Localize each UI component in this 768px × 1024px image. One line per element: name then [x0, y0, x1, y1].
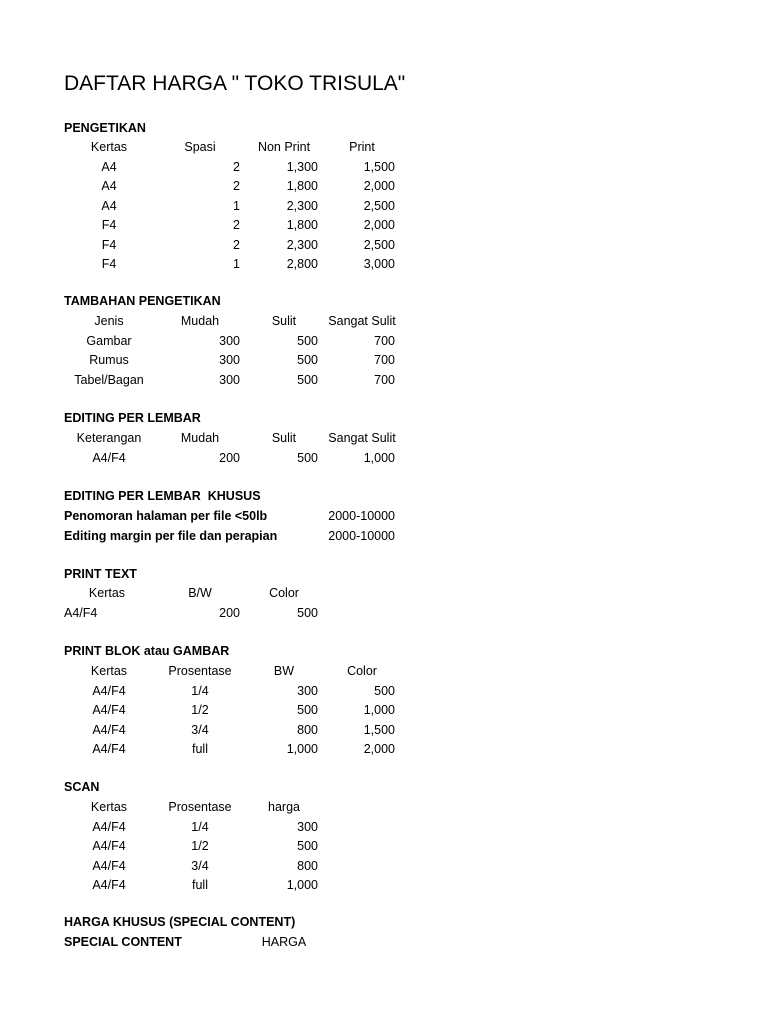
table-cell: A4/F4: [92, 839, 126, 853]
table-cell: 500: [297, 703, 318, 717]
table-cell: A4: [101, 198, 117, 213]
table-cell: 2,000: [363, 218, 395, 232]
harga-khusus-header-row: [0, 933, 768, 952]
table-cell: 2,500: [363, 237, 395, 252]
table-cell: 2: [233, 218, 240, 232]
table-cell: 2,800: [286, 257, 318, 271]
print-text-heading-row: [0, 565, 768, 584]
column-header: Color: [269, 586, 299, 600]
table-cell: 500: [297, 605, 318, 620]
editing-khusus-heading-row: [0, 487, 768, 506]
table-cell: 300: [219, 353, 240, 367]
column-header: Sulit: [271, 431, 297, 445]
table-cell: 1,500: [363, 722, 395, 737]
table-cell: 500: [297, 353, 318, 367]
table-cell: 1/2: [191, 839, 209, 853]
table-cell: 1,000: [286, 742, 318, 756]
table-cell: 500: [297, 450, 318, 465]
column-header: Sangat Sulit: [328, 314, 396, 328]
table-row: [0, 351, 768, 370]
section-heading: SCAN: [64, 780, 100, 794]
column-header: Prosentase: [168, 800, 232, 814]
table-cell: A4/F4: [64, 605, 98, 620]
table-cell: 1,000: [363, 450, 395, 465]
table-cell: 3/4: [191, 858, 209, 873]
scan-header-row: [0, 798, 768, 817]
page-title: DAFTAR HARGA " TOKO TRISULA": [64, 72, 406, 95]
column-header: Kertas: [88, 586, 126, 600]
table-cell: 1,800: [286, 179, 318, 193]
table-cell: 500: [297, 372, 318, 387]
table-cell: 2000-10000: [328, 509, 395, 523]
table-cell: Tabel/Bagan: [74, 372, 144, 387]
table-cell: 1,000: [363, 703, 395, 717]
table-cell: 500: [374, 683, 395, 698]
table-row: [0, 158, 768, 177]
column-header: Spasi: [184, 140, 216, 154]
column-header: Kertas: [90, 664, 128, 678]
column-header: HARGA: [261, 935, 307, 949]
table-cell: full: [192, 878, 208, 892]
table-cell: F4: [101, 218, 117, 232]
column-header: Color: [347, 664, 377, 678]
column-header: Prosentase: [168, 664, 232, 678]
table-cell: 500: [297, 333, 318, 348]
table-cell: 300: [297, 819, 318, 834]
table-row: [0, 449, 768, 468]
table-row: [0, 255, 768, 274]
table-cell: 2,000: [363, 742, 395, 756]
table-cell: 2: [233, 237, 240, 252]
table-cell: 1/4: [191, 683, 209, 698]
table-cell: 1: [233, 257, 240, 271]
table-cell: 300: [219, 333, 240, 348]
table-cell: 700: [374, 372, 395, 387]
scan-heading-row: [0, 778, 768, 797]
table-row: [0, 721, 768, 740]
table-row: [0, 876, 768, 895]
table-row: [0, 527, 768, 546]
table-cell: A4/F4: [92, 703, 126, 717]
table-cell: 2: [233, 159, 240, 174]
table-cell: A4/F4: [92, 450, 126, 465]
table-cell: 2,000: [363, 179, 395, 193]
column-header: B/W: [188, 586, 212, 600]
pengetikan-heading-row: [0, 119, 768, 138]
column-header: Mudah: [180, 431, 220, 445]
table-row: [0, 701, 768, 720]
column-header: SPECIAL CONTENT: [64, 935, 182, 949]
table-row: [0, 236, 768, 255]
column-header: Print: [349, 140, 375, 154]
column-header: Kertas: [90, 140, 128, 154]
section-heading: PENGETIKAN: [64, 121, 146, 135]
column-header: Sangat Sulit: [328, 431, 396, 445]
table-cell: Editing margin per file dan perapian: [64, 528, 278, 543]
column-header: Keterangan: [76, 431, 142, 445]
table-cell: 2: [233, 179, 240, 193]
table-cell: 800: [297, 858, 318, 873]
table-row: [0, 818, 768, 837]
table-row: [0, 197, 768, 216]
table-row: [0, 740, 768, 759]
editing-heading-row: [0, 409, 768, 428]
table-cell: 200: [219, 450, 240, 465]
column-header: Sulit: [271, 314, 297, 328]
table-cell: 1,300: [286, 159, 318, 174]
tambahan-heading-row: [0, 292, 768, 311]
table-cell: 3/4: [191, 722, 209, 737]
table-cell: 1,800: [286, 218, 318, 232]
table-row: [0, 332, 768, 351]
table-cell: A4/F4: [92, 722, 126, 737]
table-cell: 500: [297, 839, 318, 853]
table-row: [0, 604, 768, 623]
table-row: [0, 837, 768, 856]
column-header: BW: [273, 664, 295, 678]
tambahan-header-row: [0, 312, 768, 331]
table-cell: full: [192, 742, 208, 756]
table-cell: 1,000: [286, 878, 318, 892]
table-cell: 800: [297, 722, 318, 737]
section-heading: PRINT TEXT: [64, 567, 137, 581]
section-heading: PRINT BLOK atau GAMBAR: [64, 644, 230, 658]
table-cell: Penomoran halaman per file <50lb: [64, 509, 268, 523]
table-cell: 2000-10000: [328, 528, 395, 543]
column-header: harga: [268, 800, 300, 814]
table-row: [0, 682, 768, 701]
table-cell: A4/F4: [92, 878, 126, 892]
table-cell: F4: [101, 237, 117, 252]
table-row: [0, 857, 768, 876]
column-header: Jenis: [94, 314, 124, 328]
section-heading: TAMBAHAN PENGETIKAN: [64, 294, 221, 308]
table-cell: Gambar: [86, 333, 132, 348]
column-header: Mudah: [180, 314, 220, 328]
table-cell: 200: [219, 605, 240, 620]
print-blok-header-row: [0, 662, 768, 681]
column-header: Non Print: [257, 140, 311, 154]
table-cell: A4/F4: [92, 742, 126, 756]
print-blok-heading-row: [0, 642, 768, 661]
table-row: [0, 216, 768, 235]
table-row: [0, 177, 768, 196]
table-cell: 3,000: [363, 257, 395, 271]
table-cell: 700: [374, 333, 395, 348]
table-cell: 1/2: [191, 703, 209, 717]
pengetikan-header-row: [0, 138, 768, 157]
table-cell: 300: [219, 372, 240, 387]
harga-khusus-heading-row: [0, 913, 768, 932]
table-cell: 1: [233, 198, 240, 213]
table-cell: A4: [101, 179, 117, 193]
editing-header-row: [0, 429, 768, 448]
table-row: [0, 507, 768, 526]
table-cell: Rumus: [89, 353, 129, 367]
table-cell: A4: [101, 159, 117, 174]
print-text-header-row: [0, 584, 768, 603]
table-cell: 2,300: [286, 237, 318, 252]
table-cell: 2,500: [363, 198, 395, 213]
section-heading: HARGA KHUSUS (SPECIAL CONTENT): [64, 915, 296, 929]
table-cell: A4/F4: [92, 858, 126, 873]
table-cell: 700: [374, 353, 395, 367]
table-row: [0, 371, 768, 390]
table-cell: A4/F4: [92, 819, 126, 834]
table-cell: 300: [297, 683, 318, 698]
section-heading: EDITING PER LEMBAR: [64, 411, 201, 425]
table-cell: A4/F4: [92, 683, 126, 698]
column-header: Kertas: [90, 800, 128, 814]
table-cell: 1,500: [363, 159, 395, 174]
section-heading: EDITING PER LEMBAR KHUSUS: [64, 489, 261, 503]
table-cell: 2,300: [286, 198, 318, 213]
table-cell: 1/4: [191, 819, 209, 834]
table-cell: F4: [101, 257, 117, 271]
